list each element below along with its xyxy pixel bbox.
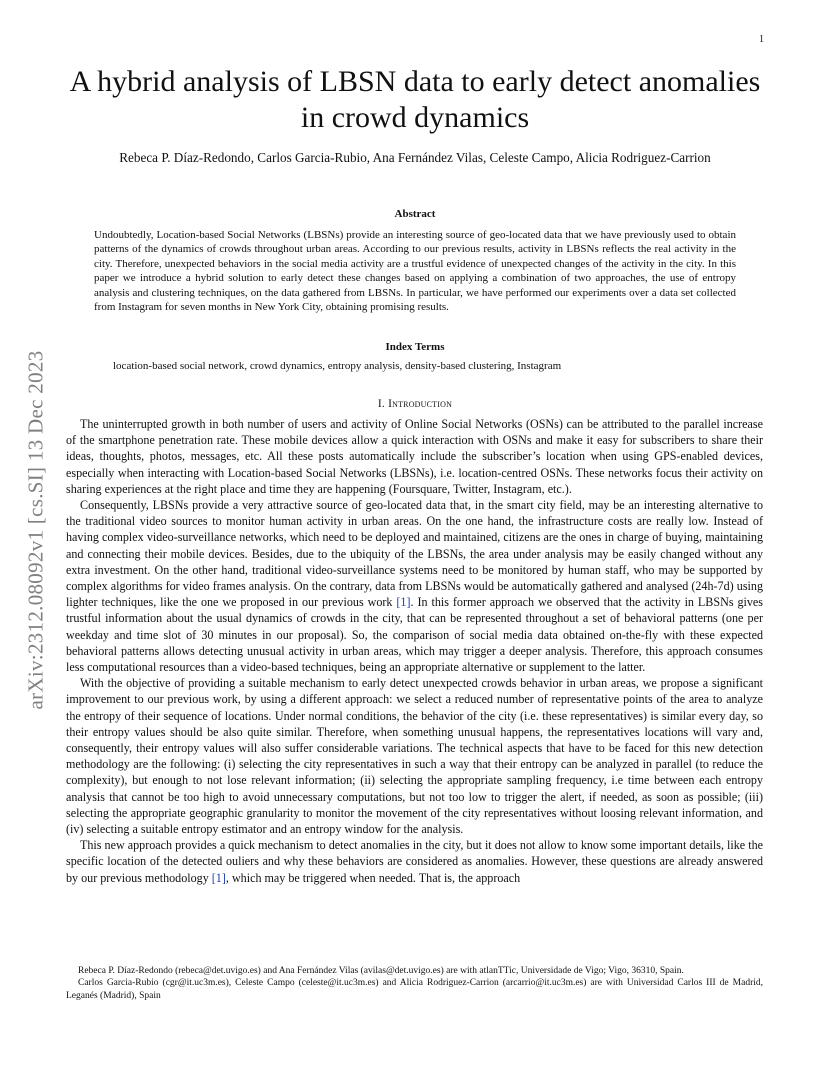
index-terms-heading: Index Terms <box>385 341 445 353</box>
paragraph <box>66 837 763 886</box>
index-terms-text: location-based social network, crowd dynamics, entropy analysis, density-based clustering, Instagram <box>113 360 562 372</box>
footnote: Carlos Garcia-Rubio (cgr@it.uc3m.es), Celeste Campo (celeste@it.uc3m.es) and Alicia Rodriguez-Carrion (arcarrio@it.uc3m.es) are with Universidad Carlos III de Madrid, Leganés (Madrid), Spain <box>66 978 763 1001</box>
author-list: Rebeca P. Díaz-Redondo, Carlos Garcia-Rubio, Ana Fernández Vilas, Celeste Campo, Alicia Rodriguez-Carrion <box>119 150 711 165</box>
introduction-body <box>66 416 763 886</box>
arxiv-identifier: arXiv:2312.08092v1 [cs.SI] 13 Dec 2023 <box>23 350 48 710</box>
paragraph: The uninterrupted growth in both number of users and activity of Online Social Networks (OSNs) can be attributed to the parallel increase of the smartphone penetration rate. These mobile devices allow a quick interaction with OSNs and make it easy for subscribers to share their ideas, thoughts, photos, messages, etc. All these posts automatically include the subscriber’s location when using GPS-enabled devices, especially when interacting with Location-based Social Networks (LBSNs), i.e. location-centred OSNs. These networks focus their activity on sharing experiences at the right place and time they are happening (Foursquare, Twitter, Instagram, etc.). <box>66 417 763 496</box>
footnotes <box>66 965 763 1002</box>
paragraph-text: . In this former approach we observed that the activity in LBSNs gives trustful information about the usual dynamics of crowds in the city, that can be represented throughout a set of behavioral patterns (one per weekday and time slot of 30 minutes in our proposal). So, the comparison of social media data obtained on-the-fly with these expected behavioral patterns allows detecting unusual activity in urban areas, which may trigger a deeper analysis. Therefore, this approach consumes less computational resources than a video-based techniques, being an appropriate alternative or supplement to the latter. <box>66 595 763 675</box>
section-heading <box>60 398 770 410</box>
paragraph-text: , which may be triggered when needed. That is, the approach <box>225 870 521 885</box>
paragraph-text: This new approach provides a quick mechanism to detect anomalies in the city, but it does not allow to know some important details, like the specific location of the detected ouliers and why these behaviors are considered as anomalies. However, these questions are already answered by our previous methodology <box>66 838 763 885</box>
paragraph-text: Consequently, LBSNs provide a very attractive source of geo-located data that, in the smart city field, may be an interesting alternative to the traditional video sources to monitor human activity in urban areas. On the one hand, the infrastructure costs are really low. Instead of having complex video-surveillance networks, which need to be deployed and maintained, citizens are the ones in charge of buying, maintaining and connecting their mobile devices. Besides, due to the ubiquity of the LBSNs, the area under analysis may be easily changed without any extra investment. On the other hand, traditional video-surveillance systems need to be monitored by human staff, who may be supported by complex algorithms for video frames analysis. On the contrary, data from LBSNs would be automatically gathered and analysed (24h-7d) using lighter techniques, like the one we proposed in our previous work <box>66 498 763 610</box>
page-number: 1 <box>759 34 764 45</box>
abstract-text: Undoubtedly, Location-based Social Networks (LBSNs) provide an interesting source of geo-located data that we have previously used to obtain patterns of the dynamics of crowds throughout urban areas. According to our previous results, activity in LBSNs reflects the real activity in the city. Therefore, unexpected behaviors in the social media activity are a trustful evidence of unexpected changes of the activity in the city. In this paper we introduce a hybrid solution to early detect these changes based on applying a combination of two approaches, the use of entropy analysis and clustering techniques, on the data gathered from LBSNs. In particular, we have performed our experiments over a data set collected from Instagram for seven months in New York City, obtaining promising results. <box>94 229 736 314</box>
citation-link[interactable]: [1] <box>396 595 411 610</box>
footnote: Rebeca P. Díaz-Redondo (rebeca@det.uvigo.es) and Ana Fernández Vilas (avilas@det.uvigo.es) are with atlanTTic, Universidade de Vigo; Vigo, 36310, Spain. <box>78 966 684 976</box>
abstract-heading: Abstract <box>394 208 436 220</box>
paper-title: A hybrid analysis of LBSN data to early detect anomalies in crowd dynamics <box>69 65 761 134</box>
citation-link[interactable]: [1] <box>211 870 226 885</box>
paragraph <box>66 497 763 675</box>
section-title: Introduction <box>388 398 453 410</box>
section-number: I. <box>377 398 385 410</box>
paragraph: With the objective of providing a suitable mechanism to early detect unexpected crowds behavior in urban areas, we propose a significant improvement to our previous work, by using a different approach: we select a reduced number of representative points of the area to analyze the entropy of their sequence of locations. Under normal conditions, the behavior of the city (i.e. these representatives) is similar every day, so their entropy values should be also quite similar. Therefore, when something unusual happens, the representatives locations will vary and, consequently, their entropy values will also suffer considerable variations. The technical aspects that have to be faced for this new detection methodology are the following: (i) selecting the city representatives in such a way that their entropy can be analyzed in parallel (to reduce the complexity), but enough to not lose relevant information; (ii) selecting the appropriate sampling frequency, i.e time between each entropy analysis that cannot be too high to avoid unnecessary computations, but not too low to trigger the alert, if needed, as soon as possible; (iii) selecting the appropriate geographic granularity to monitor the movement of the city representatives without loosing relevant information, and (iv) selecting a suitable entropy estimator and an entropy window for the analysis. <box>66 676 763 837</box>
